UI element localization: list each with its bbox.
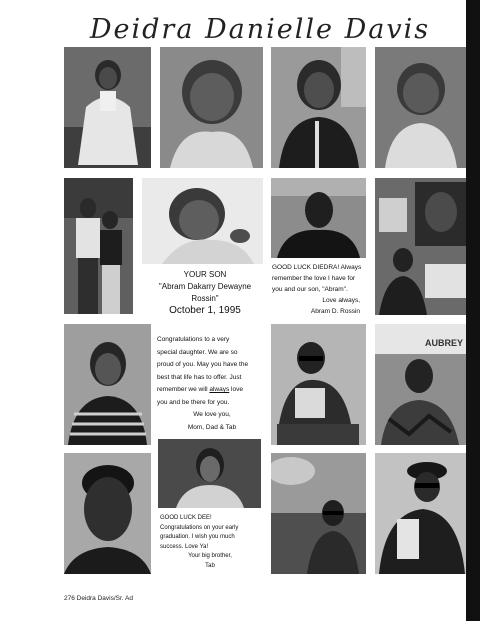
page-edge-shadow [466,0,480,621]
photo-young-man-portrait [271,178,366,258]
photo-young-man-closeup [64,453,151,574]
photo-girl-beret-sunglasses [375,453,466,574]
page-title: Deidra Danielle Davis [89,14,431,45]
good-luck-1-line: you and our son, "Abram". [272,286,348,293]
your-son-name: "Abram Dakarry Dewayne Rossin" [158,282,252,303]
good-luck-2-sign: Your big brother, [188,553,232,559]
photo-baby-sitting [375,47,466,168]
good-luck-2-line: success. Love Ya! [160,543,209,550]
congrats-sign: Mom, Dad & Tab [187,423,237,431]
photo-girl-with-poster [375,178,466,315]
photo-girl-striped-shirt [64,324,151,445]
page-footer: 276 Deidra Davis/Sr. Ad [64,595,134,602]
congrats-remember-always: always [209,386,230,393]
good-luck-1-line: GOOD LUCK DIEDRA! Always [272,264,362,271]
congrats-line: Congratulations to a very [157,336,230,343]
photo-baby-son-lying [142,178,263,264]
your-son-heading: YOUR SON [183,270,227,279]
aubrey-sign-text: AUBREY [425,338,464,348]
caption-good-luck-tab [160,514,260,571]
photo-girl-sunglasses-sitting [271,324,366,445]
congrats-line: proud of you. May you have the [157,361,249,368]
congrats-line: best that life has to offer. Just [157,373,242,381]
good-luck-1-sign: Love always, [322,297,360,304]
caption-good-luck-abram [272,262,366,317]
photo-girl-jacket [271,47,366,168]
good-luck-1-line: remember the love I have for [272,275,356,282]
your-son-date: October 1, 1995 [169,305,241,316]
congrats-remember-post: love [229,386,243,393]
congrats-line: you and be there for you. [157,398,230,406]
photo-girl-aubrey-sign [375,324,466,445]
congrats-remember-pre: remember we will [157,386,210,393]
good-luck-2-line: GOOD LUCK DEE! [160,515,212,521]
photo-baby-portrait [160,47,263,168]
photo-couple-standing [64,178,133,314]
congrats-line: special daughter. We are so [157,348,238,356]
caption-your-son [145,269,265,317]
good-luck-1-sign: Abram D. Rossin [310,308,360,315]
photo-girl-white-dress [64,47,151,168]
congrats-sign: We love you, [193,411,231,418]
good-luck-2-line: graduation. I wish you much [160,534,235,540]
good-luck-2-sign: Tab [205,562,215,569]
caption-congratulations-parents [157,334,267,434]
photo-girl-sky-background [271,453,366,574]
good-luck-2-line: Congratulations on your early [160,524,239,531]
photo-girl-portrait-dee [158,439,261,508]
